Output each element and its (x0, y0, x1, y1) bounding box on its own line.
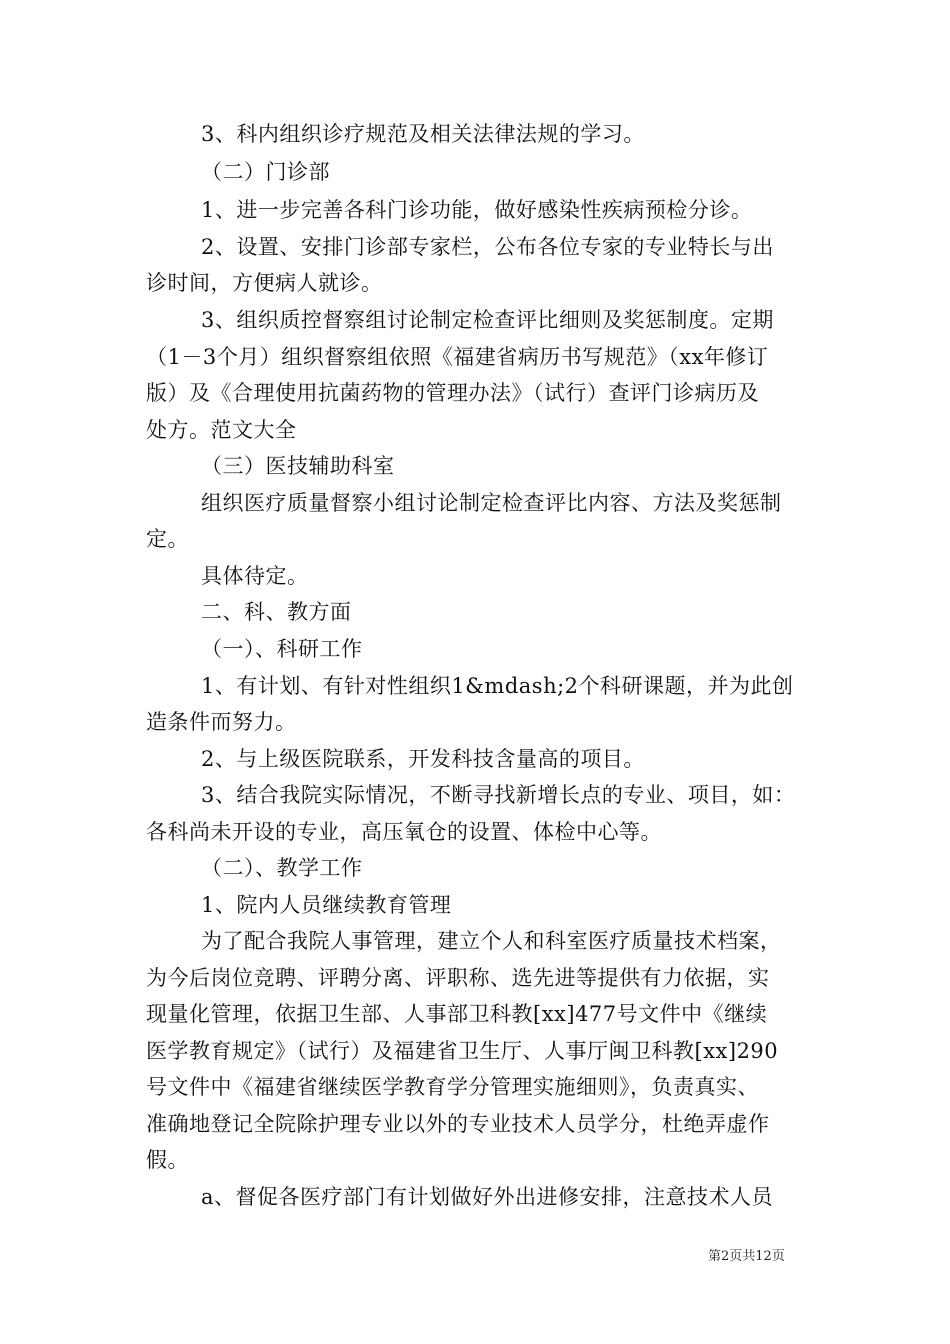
text-line: a、督促各医疗部门有计划做好外出进修安排，注意技术人员 (201, 1185, 774, 1209)
section-heading: 二、科、教方面 (201, 600, 352, 624)
text-line: 1、进一步完善各科门诊功能，做好感染性疾病预检分诊。 (201, 198, 753, 222)
text-line: 造条件而努力。 (146, 710, 297, 734)
text-line: 诊时间，方便病人就诊。 (146, 271, 383, 295)
text-line: 定。 (146, 527, 189, 551)
text-line: 3、结合我院实际情况，不断寻找新增长点的专业、项目，如： (201, 783, 796, 807)
page-number: 第2页共12页 (708, 1249, 785, 1264)
text-line: 版）及《合理使用抗菌药物的管理办法》（试行）查评门诊病历及 (146, 381, 759, 405)
text-line: 为了配合我院人事管理，建立个人和科室医疗质量技术档案， (201, 929, 782, 953)
text-line: 处方。范文大全 (146, 418, 297, 442)
text-line: 2、设置、安排门诊部专家栏，公布各位专家的专业特长与出 (201, 235, 774, 259)
text-line: 医学教育规定》（试行）及福建省卫生厅、人事厅闽卫科教[xx]290 (146, 1039, 779, 1063)
text-line: 具体待定。 (201, 564, 309, 588)
text-line: 2、与上级医院联系，开发科技含量高的项目。 (201, 747, 645, 771)
text-line: 假。 (146, 1148, 189, 1172)
text-line: 现量化管理，依据卫生部、人事部卫科教[xx]477号文件中《继续 (146, 1002, 768, 1026)
text-line: 1、院内人员继续教育管理 (201, 893, 452, 917)
text-line: 号文件中《福建省继续医学教育学分管理实施细则》，负责真实、 (146, 1075, 759, 1099)
section-heading: （一）、科研工作 (201, 637, 363, 661)
section-heading: （二）、教学工作 (201, 856, 363, 880)
section-heading: （二）门诊部 (201, 160, 330, 184)
text-line: 组织医疗质量督察小组讨论制定检查评比内容、方法及奖惩制 (201, 491, 782, 515)
text-line: 3、组织质控督察组讨论制定检查评比细则及奖惩制度。定期 (201, 308, 774, 332)
text-line: 3、科内组织诊疗规范及相关法律法规的学习。 (201, 122, 645, 146)
text-line: 为今后岗位竞聘、评聘分离、评职称、选先进等提供有力依据，实 (146, 966, 770, 990)
section-heading: （三）医技辅助科室 (201, 454, 395, 478)
text-line: 1、有计划、有针对性组织1&mdash;2个科研课题，并为此创 (201, 674, 794, 698)
text-line: 各科尚未开设的专业，高压氧仓的设置、体检中心等。 (146, 820, 662, 844)
text-line: （1－3个月）组织督察组依照《福建省病历书写规范》（xx年修订 (146, 345, 769, 369)
text-line: 准确地登记全院除护理专业以外的专业技术人员学分，杜绝弄虚作 (146, 1112, 770, 1136)
